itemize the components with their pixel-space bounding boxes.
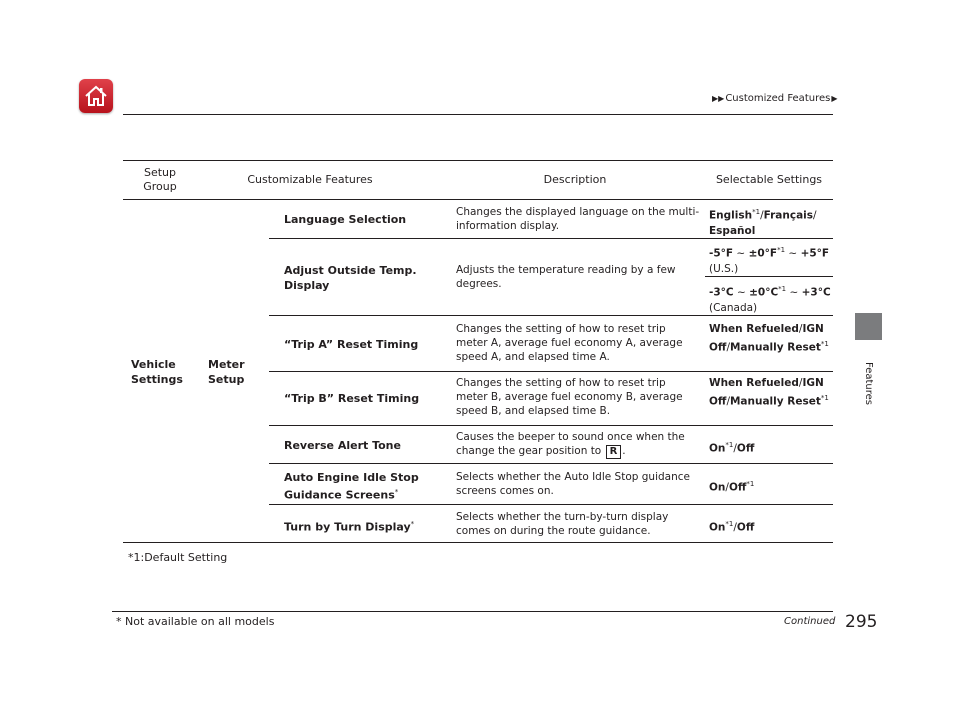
setting-option: English — [709, 209, 753, 222]
setting-option: When Refueled — [709, 323, 799, 335]
separator: / — [760, 209, 764, 222]
description-reverse-alert-tone — [456, 430, 700, 459]
feature-label: Auto Engine Idle Stop Guidance Screens — [284, 471, 419, 502]
region-label: (Canada) — [709, 301, 758, 314]
separator: ~ — [733, 286, 750, 299]
feature-language-selection: Language Selection — [284, 213, 407, 226]
row-divider — [269, 371, 833, 372]
triangle-right-icon: ▶ — [831, 94, 838, 103]
settings-reverse-alert-tone — [709, 438, 833, 457]
default-marker: *1 — [746, 480, 755, 488]
description-text: Causes the beeper to sound once when the change the gear position to — [456, 431, 685, 457]
header-divider — [123, 114, 833, 115]
row-subdivider — [705, 276, 833, 277]
home-button[interactable] — [79, 79, 113, 113]
group-label-line: Settings — [131, 373, 183, 386]
table-top-rule — [123, 160, 833, 161]
table-header-rule — [123, 199, 833, 200]
setting-option: ±0°C — [749, 286, 779, 299]
description-turn-by-turn: Selects whether the turn-by-turn display comes on during the route guidance. — [456, 511, 669, 537]
setting-option: On — [709, 442, 726, 455]
default-marker: *1 — [752, 208, 761, 216]
feature-turn-by-turn — [284, 517, 444, 535]
default-setting-footnote: *1:Default Setting — [128, 551, 228, 564]
description-idle-stop-guidance: Selects whether the Auto Idle Stop guidance screens comes on. — [456, 471, 690, 497]
region-label: (U.S.) — [709, 262, 739, 275]
column-header-description: Description — [543, 173, 607, 186]
description-text: . — [622, 445, 626, 457]
group-meter-setup — [208, 357, 245, 387]
separator: / — [798, 377, 803, 389]
setting-option: Off — [728, 481, 747, 494]
availability-note: * Not available on all models — [116, 615, 275, 628]
default-marker: *1 — [725, 520, 734, 528]
row-divider — [269, 315, 833, 316]
column-header-features: Customizable Features — [247, 173, 373, 186]
section-tab-label: Features — [863, 362, 874, 405]
setting-option: Español — [709, 224, 756, 237]
column-header-line: Group — [143, 180, 177, 193]
feature-idle-stop-guidance — [284, 470, 434, 503]
setting-option: IGN Off — [709, 323, 824, 354]
row-divider — [269, 504, 833, 505]
triangle-right-icon: ▶▶ — [712, 94, 725, 103]
settings-turn-by-turn — [709, 517, 833, 536]
settings-temp-canada — [709, 282, 833, 316]
group-label-line: Setup — [208, 373, 245, 386]
separator: / — [813, 209, 817, 222]
separator: / — [726, 395, 730, 408]
group-vehicle-settings — [131, 357, 183, 387]
description-adjust-outside-temp: Adjusts the temperature reading by a few degrees. — [456, 264, 676, 290]
breadcrumb[interactable] — [712, 93, 838, 104]
settings-trip-b-reset — [709, 376, 833, 410]
separator: / — [733, 521, 737, 534]
setting-option: -5°F — [709, 247, 734, 260]
column-header-settings: Selectable Settings — [715, 173, 823, 186]
feature-label: Turn by Turn Display — [284, 520, 411, 534]
continued-label: Continued — [784, 616, 836, 627]
row-divider — [269, 238, 833, 239]
setting-option: Off — [736, 442, 755, 455]
default-marker: *1 — [778, 285, 787, 293]
separator: / — [733, 442, 737, 455]
setting-option: On — [709, 521, 726, 534]
description-language-selection: Changes the displayed language on the multi-information display. — [456, 206, 700, 232]
row-divider — [269, 425, 833, 426]
settings-trip-a-reset — [709, 322, 833, 356]
description-trip-b-reset: Changes the setting of how to reset trip meter B, average fuel economy B, average speed B, and elapsed time B. — [456, 377, 683, 417]
breadcrumb-label[interactable]: Customized Features — [725, 93, 831, 104]
separator: ~ — [785, 247, 801, 260]
feature-reverse-alert-tone: Reverse Alert Tone — [284, 439, 401, 452]
setting-option: Français — [763, 209, 814, 222]
default-marker: *1 — [820, 394, 829, 402]
column-header-setup-group — [128, 166, 192, 194]
separator: / — [726, 341, 730, 354]
section-tab-marker[interactable] — [855, 313, 882, 340]
feature-adjust-outside-temp: Adjust Outside Temp. Display — [284, 264, 417, 292]
setting-option: IGN Off — [709, 377, 824, 408]
availability-marker: * — [394, 488, 399, 496]
setting-option: Off — [736, 521, 755, 534]
setting-option: ±0°F — [748, 247, 778, 260]
setting-option: -3°C — [709, 286, 734, 299]
separator: ~ — [786, 286, 802, 299]
table-bottom-rule — [123, 542, 833, 543]
separator: / — [798, 323, 803, 335]
column-header-line: Setup — [143, 166, 177, 179]
default-marker: *1 — [777, 246, 786, 254]
availability-marker: * — [410, 520, 415, 528]
setting-option: Manually Reset — [729, 341, 821, 354]
setting-option: Manually Reset — [729, 395, 821, 408]
description-trip-a-reset: Changes the setting of how to reset trip meter A, average fuel economy A, average speed A, and elapsed time A. — [456, 323, 683, 363]
home-icon — [83, 84, 109, 108]
group-label-line: Meter — [208, 358, 245, 371]
settings-idle-stop-guidance — [709, 477, 833, 496]
default-marker: *1 — [820, 340, 829, 348]
separator: / — [725, 481, 729, 494]
setting-option: +3°C — [801, 286, 831, 299]
gear-r-icon: R — [606, 445, 622, 459]
settings-temp-us — [709, 243, 833, 277]
settings-language-selection — [709, 205, 833, 239]
feature-trip-a-reset: “Trip A” Reset Timing — [284, 338, 419, 351]
footer-divider — [112, 611, 833, 612]
feature-trip-b-reset: “Trip B” Reset Timing — [284, 392, 420, 405]
group-label-line: Vehicle — [131, 358, 176, 371]
page-number: 295 — [845, 612, 878, 632]
separator: ~ — [733, 247, 749, 260]
setting-option: +5°F — [800, 247, 830, 260]
setting-option: When Refueled — [709, 377, 799, 389]
row-divider — [269, 463, 833, 464]
setting-option: On — [709, 481, 726, 494]
default-marker: *1 — [725, 441, 734, 449]
